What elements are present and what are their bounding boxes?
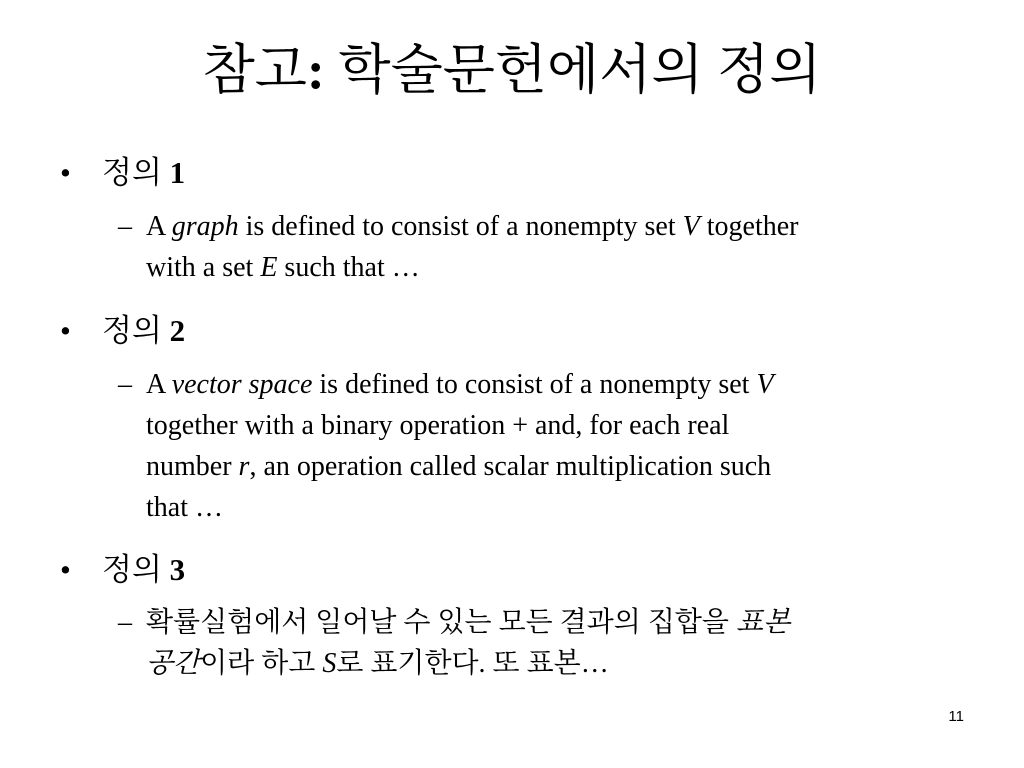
italic-term: 표본 (735, 607, 791, 638)
bullet-label (102, 312, 185, 350)
italic-term: V (756, 369, 774, 400)
dash-marker: – (118, 369, 132, 400)
title-rest: 학술문헌에서의 정의 (324, 40, 822, 100)
text-run: 로 표기한다. 또 표본… (336, 648, 609, 679)
text-run: that … (146, 492, 223, 523)
italic-term: E (260, 252, 278, 283)
dash-marker: – (118, 211, 132, 242)
italic-term: S (322, 648, 337, 679)
bullet-number: 2 (169, 313, 186, 348)
text-run: such that … (277, 252, 420, 283)
bullet-label-text: 정의 (102, 552, 162, 587)
sub-line (146, 643, 609, 684)
text-run: A (146, 211, 172, 242)
italic-term: r (238, 451, 250, 482)
text-run: together (699, 211, 799, 242)
text-run: together with a binary operation + and, for each real (146, 410, 730, 441)
bullet-label (102, 154, 185, 192)
bullet-label-text: 정의 (102, 313, 162, 348)
dash-marker: – (118, 607, 132, 638)
text-run: 이라 하고 (200, 648, 323, 679)
bullet-label (102, 551, 185, 589)
slide-title (0, 30, 1024, 110)
sub-line (146, 405, 729, 446)
sub-line (146, 487, 223, 528)
title-colon: : (306, 40, 325, 100)
italic-term: graph (171, 211, 239, 242)
text-run: A (146, 369, 172, 400)
title-prefix: 참고 (202, 40, 307, 100)
text-run: is defined to consist of a nonempty set (238, 211, 683, 242)
italic-term: vector space (171, 369, 313, 400)
bullet-number: 1 (169, 155, 186, 190)
italic-term: 공간 (146, 648, 201, 679)
bullet-marker: • (60, 313, 71, 348)
sub-line (146, 446, 771, 487)
sub-line (146, 206, 799, 247)
text-run: , an operation called scalar multiplication such (249, 451, 772, 482)
bullet-number: 3 (169, 552, 186, 587)
bullet-marker: • (60, 552, 71, 587)
slide-number: 11 (948, 708, 964, 725)
sub-line (146, 364, 774, 405)
text-run: number (146, 451, 239, 482)
text-run: with a set (146, 252, 261, 283)
text-run: is defined to consist of a nonempty set (312, 369, 757, 400)
sub-line (146, 602, 790, 643)
sub-line (146, 247, 420, 288)
bullet-label-text: 정의 (102, 155, 162, 190)
text-run: 확률실험에서 일어날 수 있는 모든 결과의 집합을 (146, 607, 736, 638)
bullet-marker: • (60, 155, 71, 190)
italic-term: V (682, 211, 700, 242)
